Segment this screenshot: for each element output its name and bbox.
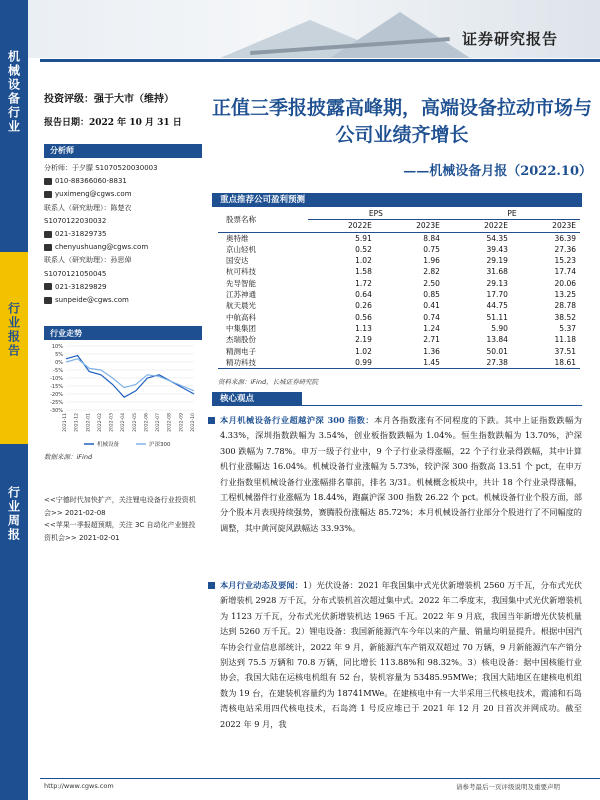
value-cell: 1.36 (423, 346, 440, 356)
value-cell: 38.52 (554, 312, 576, 322)
paragraph-lead: 本月机械设备行业超越沪深 300 指数： (220, 415, 375, 425)
stock-name-cell: 先导智能 (226, 278, 256, 288)
value-cell: 1.24 (423, 323, 440, 333)
value-cell: 0.85 (423, 290, 440, 300)
paragraph-text: 本月各指数涨有不同程度的下跌。其中上证指数跌幅为 4.33%，深圳指数跌幅为 3.54%，创业板指数跌幅为 1.04%。恒生指数跌幅为 13.70%，沪深 300 跌幅为 7.78%。申万一级子行业中，9 个子行业录得涨幅，22 个子行业录得跌幅，其中计算机行业涨幅达 16.04%。机械设备行业涨幅为 5.73%，较沪深 300 指数高 13.51 个 pct，在申万行业指数里机械设备行业涨幅排名靠前，排名 3/31。机械概念板块中，共计 18 个行业录得涨幅，工程机械器件行业涨幅为 18.44%，跑赢沪深 300 指数 26.22 个 pct。机械设备行业个股方面，部分个股本月表现持续强势，赛腾股份涨幅达 85.72%；本月机械设备行业部分个股进行了不同幅度的调整，其中黄河旋风跌幅达 33.93%。 (220, 415, 582, 533)
stock-name-cell: 国安达 (226, 256, 249, 266)
y-tick-label: -30% (50, 408, 63, 414)
x-tick-label: 2022-06 (144, 413, 150, 432)
analyst-line: 联系人（研究助理）：陈楚衣 (44, 203, 132, 212)
y-tick-label: -25% (50, 400, 63, 406)
stock-name-cell: 中航高科 (226, 312, 256, 322)
stock-name-cell: 江苏神通 (226, 290, 256, 300)
strip-weekly: 行业周报 (6, 486, 21, 542)
table-source: 资料来源：iFind，长城证券研究院 (218, 378, 319, 386)
report-date: 报告日期：2022 年 10 月 31 日 (44, 118, 182, 128)
col-stock-name: 股票名称 (218, 208, 308, 232)
footer-url[interactable]: http://www.cgws.com (44, 782, 114, 790)
col-year: 2022E (444, 220, 512, 232)
y-tick-label: 5% (55, 352, 63, 358)
core-view-heading: 核心观点 (212, 392, 302, 406)
value-cell: 31.68 (486, 267, 508, 277)
value-cell: 2.71 (423, 335, 440, 345)
investment-rating: 投资评级：强于大市（维持） (44, 94, 174, 105)
stock-name-cell: 杰瑞股份 (226, 335, 256, 345)
chart-data-source: 数据来源：iFind (44, 453, 93, 461)
y-tick-label: 0% (55, 360, 63, 366)
trend-heading: 行业走势 (44, 326, 202, 340)
banner-hill (330, 12, 470, 58)
value-cell: 51.11 (486, 312, 508, 322)
y-tick-label: -20% (50, 392, 63, 398)
col-eps: EPS (308, 208, 444, 220)
value-cell: 17.74 (554, 267, 576, 277)
value-cell: 15.23 (554, 256, 576, 266)
x-tick-label: 2022-10 (191, 413, 196, 432)
x-tick-label: 2022-02 (97, 413, 103, 432)
mail-icon (44, 244, 52, 251)
analyst-line: 分析师：于夕朦 S1070520030003 (44, 164, 158, 172)
value-cell: 5.37 (559, 323, 576, 333)
x-tick-label: 2022-07 (156, 413, 162, 432)
footer-disclaimer: 请参考最后一页评级说明及重要声明 (456, 783, 560, 791)
y-tick-label: -10% (50, 376, 63, 382)
value-cell: 1.13 (355, 323, 372, 333)
forecast-table (218, 208, 580, 369)
table-row (218, 334, 580, 345)
analyst-line[interactable]: yuximeng@cgws.com (44, 188, 204, 201)
related-report-link[interactable]: <<苹果一季报超预期，关注 3C 自动化产业链投资机会>> 2021-02-01 (44, 521, 196, 542)
stock-name-cell: 奥特维 (226, 233, 249, 243)
section-rule (212, 405, 582, 406)
value-cell: 0.26 (355, 301, 372, 311)
value-cell: 0.75 (423, 244, 440, 254)
value-cell: 0.52 (355, 244, 372, 254)
value-cell: 17.70 (486, 290, 508, 300)
y-tick-label: 10% (51, 344, 63, 350)
analyst-info (44, 162, 204, 307)
table-row (218, 300, 580, 311)
report-type: 证券研究报告 (461, 30, 558, 48)
footer-rule (40, 778, 600, 779)
col-pe: PE (444, 208, 580, 220)
value-cell: 0.41 (423, 301, 440, 311)
table-row (218, 278, 580, 289)
stock-name-cell: 精测电子 (226, 346, 256, 356)
value-cell: 54.35 (486, 233, 508, 243)
value-cell: 2.19 (355, 335, 372, 345)
value-cell: 39.43 (486, 244, 508, 254)
x-tick-label: 2022-03 (109, 413, 115, 432)
analyst-line: 021-31829735 (44, 228, 204, 241)
value-cell: 29.13 (486, 278, 508, 288)
analyst-line: 联系人（研究助理）：孙思倬 (44, 256, 132, 265)
legend-label: 沪深300 (149, 442, 171, 448)
table-row (218, 346, 580, 357)
core-paragraph-1 (220, 413, 582, 536)
strip-report: 行业报告 (0, 252, 28, 444)
x-tick-label: 2021-11 (63, 413, 68, 432)
paragraph-text: 1）光伏设备：2021 年我国集中式光伏新增装机 2560 万千瓦，分布式光伏新增装机 2928 万千瓦，分布式装机首次超过集中式。2022 年二季度末，我国集中式光伏新增装机为 1123 万千瓦，分布式光伏新增装机达 1965 千瓦。2022 年 9 月底，我国当年新增光伏装机量达到 5260 万千瓦。2）锂电设备：我国新能源汽车今年以来的产量、销量均明显提升。根据中国汽车协会行业信息部统计，2022 年 9 月，新能源汽车产销双双超过 70 万辆，9 月新能源汽车产销分别达到 75.5 万辆和 70.8 万辆，同比增长 113.88%和 98.32%。3）核电设备：据中国核能行业协会，我国大陆在运核电机组有 52 台，装机容量为 53485.95MWe；我国大陆地区在建核电机组数为 19 台，在建装机容量约为 18741MWe。在建核电中有一大半采用三代核电技术，霞浦和石岛湾核电站采用四代核电技术，石岛湾 1 号反应堆已于 2021 年 12 月 20 日首次并网成功。截至 2022 年 9 月，我 (220, 580, 582, 729)
y-tick-label: -5% (53, 368, 63, 374)
value-cell: 29.19 (486, 256, 508, 266)
x-tick-label: 2022-09 (179, 413, 185, 432)
left-info-column (44, 90, 204, 307)
value-cell: 0.64 (355, 290, 372, 300)
value-cell: 27.36 (554, 244, 576, 254)
analyst-line: S1070122030032 (44, 216, 107, 225)
stock-name-cell: 杭可科技 (226, 267, 256, 277)
value-cell: 27.38 (444, 357, 512, 369)
analyst-line[interactable]: chenyushuang@cgws.com (44, 241, 204, 254)
analyst-line[interactable]: sunpeide@cgws.com (44, 294, 204, 307)
value-cell: 5.91 (355, 233, 372, 243)
trend-chart (44, 326, 202, 452)
header-rule (40, 59, 600, 62)
related-reports (44, 494, 202, 544)
y-tick-label: -15% (50, 384, 63, 390)
paragraph-lead: 本月行业动态及要闻： (220, 580, 303, 590)
x-tick-label: 2022-08 (167, 413, 173, 432)
report-subtitle: ——机械设备月报（2022.10） (403, 164, 592, 179)
analyst-heading: 分析师 (44, 144, 202, 158)
value-cell: 1.45 (376, 357, 444, 369)
table-row (218, 357, 580, 369)
value-cell: 0.74 (423, 312, 440, 322)
stock-name-cell: 精功科技 (218, 357, 308, 369)
col-year: 2023E (512, 220, 580, 232)
value-cell: 1.96 (423, 256, 440, 266)
x-tick-label: 2022-05 (132, 413, 138, 432)
report-title: 正值三季报披露高峰期，高端设备拉动市场与公司业绩齐增长 (212, 97, 593, 146)
value-cell: 1.02 (355, 256, 372, 266)
value-cell: 0.99 (308, 357, 376, 369)
x-tick-label: 2022-04 (121, 413, 127, 432)
value-cell: 18.61 (512, 357, 580, 369)
x-tick-label: 2021-12 (74, 413, 80, 432)
phone-icon (44, 178, 52, 185)
trend-chart-svg (44, 340, 202, 452)
value-cell: 13.25 (554, 290, 576, 300)
x-tick-label: 2022-01 (86, 413, 92, 432)
analyst-line: 010-88366060-8831 (44, 175, 204, 188)
value-cell: 36.39 (554, 233, 576, 243)
table-row (218, 323, 580, 334)
value-cell: 2.82 (423, 267, 440, 277)
table-row (218, 266, 580, 277)
value-cell: 1.02 (355, 346, 372, 356)
col-year: 2022E (308, 220, 376, 232)
legend-label: 机械设备 (97, 442, 120, 448)
bullet-icon (208, 417, 215, 424)
forecast-heading: 重点推荐公司盈利预测 (212, 193, 582, 207)
value-cell: 20.06 (554, 278, 576, 288)
table-row (218, 289, 580, 300)
value-cell: 0.56 (355, 312, 372, 322)
phone-icon (44, 283, 52, 290)
value-cell: 37.51 (554, 346, 576, 356)
stock-name-cell: 航天晨光 (226, 301, 256, 311)
strip-industry: 机械设备行业 (6, 50, 21, 134)
value-cell: 11.18 (554, 335, 576, 345)
col-year: 2023E (376, 220, 444, 232)
analyst-line: S1070121050045 (44, 269, 107, 278)
value-cell: 8.84 (423, 233, 440, 243)
value-cell: 28.78 (554, 301, 576, 311)
value-cell: 50.01 (486, 346, 508, 356)
value-cell: 5.90 (491, 323, 508, 333)
value-cell: 13.84 (486, 335, 508, 345)
value-cell: 1.72 (355, 278, 372, 288)
stock-name-cell: 京山轻机 (226, 244, 256, 254)
stock-name-cell: 中集集团 (226, 323, 256, 333)
value-cell: 44.75 (486, 301, 508, 311)
phone-icon (44, 231, 52, 238)
mail-icon (44, 191, 52, 198)
core-paragraph-2 (220, 578, 582, 732)
value-cell: 1.58 (355, 267, 372, 277)
analyst-line: 021-31829829 (44, 281, 204, 294)
table-row (218, 232, 580, 244)
mail-icon (44, 297, 52, 304)
table-row (218, 255, 580, 266)
value-cell: 2.50 (423, 278, 440, 288)
related-report-link[interactable]: <<宁德时代加快扩产，关注锂电设备行业投资机会>> 2021-02-08 (44, 496, 196, 517)
table-row (218, 244, 580, 255)
side-strip (0, 0, 28, 800)
table-row (218, 312, 580, 323)
bullet-icon (208, 582, 215, 589)
